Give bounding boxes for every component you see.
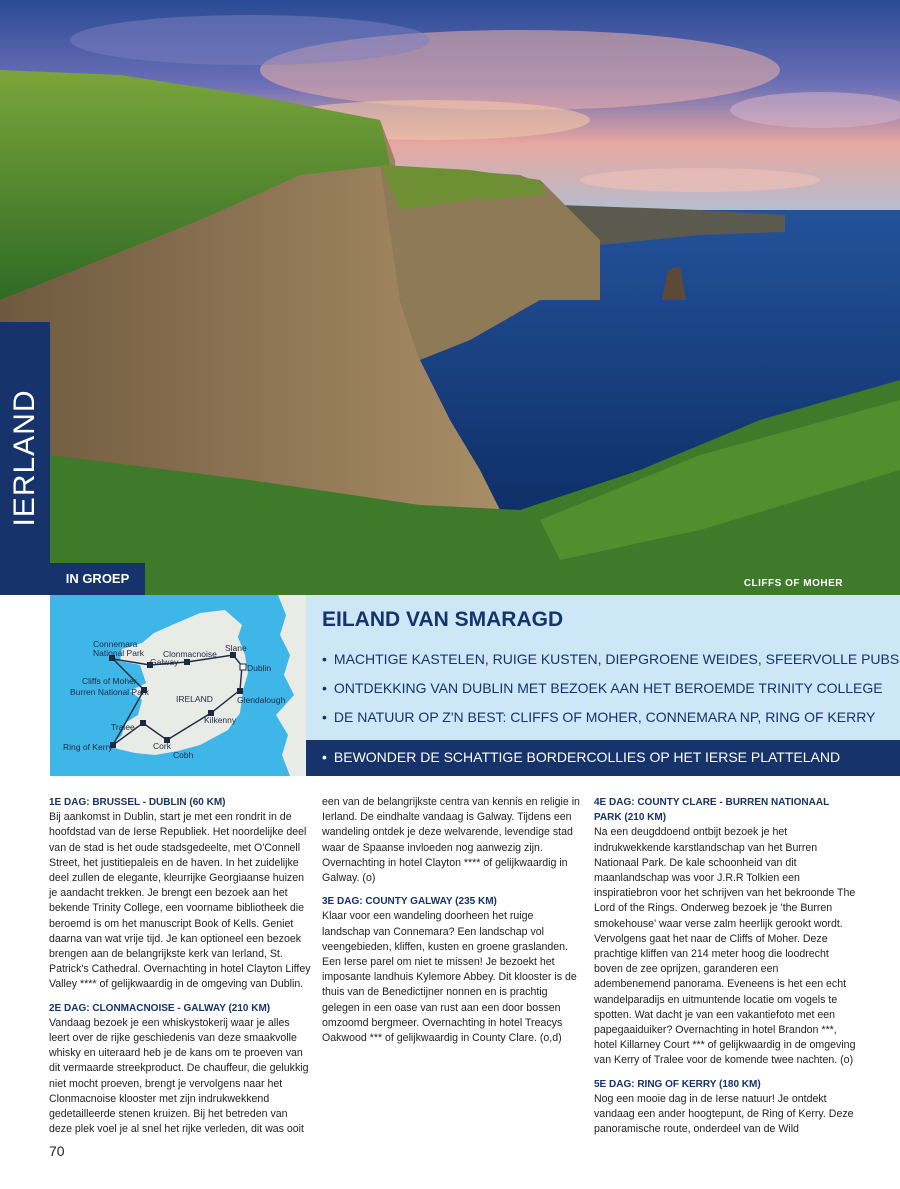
featured-highlight-text: • BEWONDER DE SCHATTIGE BORDERCOLLIES OP HET IERSE PLATTELAND [322,749,840,765]
itinerary-column-3 [594,795,856,1145]
day-4-text: Na een deugddoend ontbijt bezoek je het indrukwekkende karstlandschap van het Burren Nationaal Park. De kale schoonheid van dit maanlandschap was voor J.R.R Tolkien een inspiratiebron voor het schrijven van het bekroonde The Lord of the Rings. Onderweg bezoek je 'the Burren smokehouse' waar verse zalm heerlijk gerookt wordt. Vervolgens gaat het naar de Cliffs of Moher. Deze prachtige kliffen van 214 meter hoog die loodrecht boven de zee oprijzen, garanderen een adembenemend panorama. Eveneens is het een echt wandelparadijs en uitmuntende locatie om vogels te spotten. Wat dacht je van een vakantiefoto met een papegaaiduiker? Overnachting in hotel Brandon ***, hotel Killarney Court *** of gelijkwaardig in de omgeving van Kerry of Tralee voor de komende twee nachten. (o) [594,826,856,1067]
day-2-text: Vandaag bezoek je een whiskystokerij waar je alles leert over de rijke geschiedenis van deze smaakvolle whisky en uiteraard heb je de kans om te proeven van dit vermaarde streekproduct. De chauffeur, die gelukkig niet mocht proeven, brengt je vervolgens naar het Clonmacnoise klooster met zijn indrukwekkend gedetailleerde stenen kruizen. Bij het betreden van deze plek voel je al snel het rijke verleden, dit was ooit [49,1016,309,1136]
map-label-tralee: Tralee [111,722,135,732]
map-marker-glendalough [237,688,243,694]
trip-title: EILAND VAN SMARAGD [322,608,564,631]
map-label-cobh: Cobh [173,750,194,760]
route-map [50,595,306,776]
map-marker-clonmacnoise [184,659,190,665]
trip-highlights-box [306,595,900,740]
britain-land [276,595,306,776]
map-label-kilkenny: Kilkenny [204,715,237,725]
itinerary-column-2 [322,795,584,1054]
day-1-title: 1E DAG: BRUSSEL - DUBLIN (60 KM) [49,797,226,808]
highlight-list [322,650,899,737]
day-1-text: Bij aankomst in Dublin, start je met een rondrit in de hoofdstad van de Ierse Republiek. Het noordelijke deel van de stad is het oude stadsgedeelte, met O'Connell Street, het justitiepaleis en de haven. In het zuidelijke deel zullen de elegante, kleurrijke Georgiaanse huizen je aandacht trekken. Je brengt een bezoek aan het bekende Trinity College, een voorname bibliotheek die beroemd is om het manuscript Book of Kells. Geniet daarna van wat vrije tijd. Je kan optioneel een bezoek brengen aan de belangrijkste kerk van Ierland, St. Patrick's Cathedral. Overnachting in hotel Clayton Liffey Valley **** of gelijkwaardig in de omgeving van Dublin. [49,811,311,991]
day-3-text: Klaar voor een wandeling doorheen het ruige landschap van Connemara? Een landschap vol veengebieden, kliffen, kusten en groene graslanden. Een Ierse parel om niet te missen! Je bezoekt het imposante landhuis Kylemore Abbey. Dit klooster is de thuis van de Benedictijner nonnen en is prachtig gelegen in een oase van rust aan een door bossen omzoomd bergmeer. Overnachting in hotel Treacys Oakwood *** of gelijkwaardig in County Clare. (o,d) [322,910,577,1045]
highlight-item: • ONTDEKKING VAN DUBLIN MET BEZOEK AAN HET BEROEMDE TRINITY COLLEGE [322,679,899,708]
day-4-title-line-2: PARK (210 KM) [594,812,667,824]
country-label: IERLAND [8,389,41,527]
map-label-dublin: Dublin [247,663,272,673]
map-label-ring-of-kerry: Ring of Kerry [63,742,113,752]
map-label-slane: Slane [225,643,247,653]
day-5-title: 5E DAG: RING OF KERRY (180 KM) [594,1078,761,1090]
page-number: 70 [49,1143,65,1159]
day-3-title: 3E DAG: COUNTY GALWAY (235 KM) [322,896,497,908]
map-label-cliffs: Cliffs of Moher [82,676,137,686]
featured-highlight-bar [306,740,900,776]
day-5-text: Nog een mooie dag in de Ierse natuur! Je ontdekt vandaag een ander hoogtepunt, de Ring of Kerry. Deze panoramische route, onderdeel van de Wild [594,1092,854,1136]
itinerary-column-1 [49,795,311,1145]
map-label-ireland: IRELAND [176,694,213,704]
map-marker-tralee [140,720,146,726]
day-4-title-line-1: 4E DAG: COUNTY CLARE - BURREN NATIONAAL [594,797,830,808]
map-label-glendalough: Glendalough [237,695,286,705]
map-label-cork: Cork [153,741,171,751]
map-label-burren: Burren National Park [70,687,149,697]
group-tour-tag: IN GROEP [50,563,145,595]
highlight-item: • DE NATUUR OP Z'N BEST: CLIFFS OF MOHER, CONNEMARA NP, RING OF KERRY [322,708,899,737]
highlight-item: • MACHTIGE KASTELEN, RUIGE KUSTEN, DIEPGROENE WEIDES, SFEERVOLLE PUBS [322,650,899,679]
map-label-national-park: National Park [93,648,145,658]
map-label-connemara: Connemara [93,639,138,649]
photo-caption: CLIFFS OF MOHER [743,578,843,589]
map-marker-dublin [240,664,246,670]
day-2-text-continued: een van de belangrijkste centra van kennis en religie in Ierland. De eindhalte vandaag is Galway. Tijdens een wandeling ontdek je deze welvarende, levendige stad waar de Spaanse invloeden nog aanwezig zijn. Overnachting in hotel Clayton **** of gelijkwaardig in Galway. (o) [322,796,580,885]
map-label-clonmacnoise: Clonmacnoise [163,649,217,659]
day-2-title: 2E DAG: CLONMACNOISE - GALWAY (210 KM) [49,1002,271,1014]
country-side-tab [0,322,50,595]
map-label-galway: Galway [150,657,179,667]
